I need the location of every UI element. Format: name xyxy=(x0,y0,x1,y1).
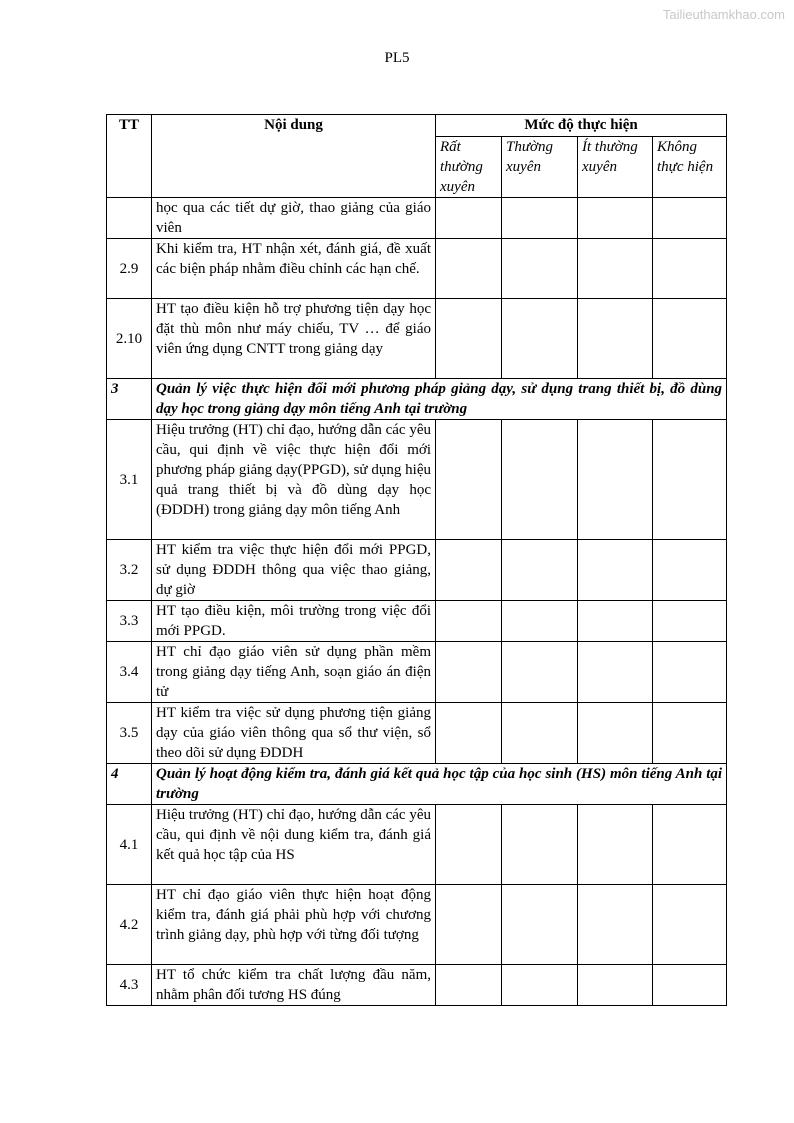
row-content: HT tạo điều kiện hỗ trợ phương tiện dạy học đặt thù môn như máy chiếu, TV … để giáo viên ứng dụng CNTT trong giảng dạy xyxy=(152,299,436,379)
header-level: Mức độ thực hiện xyxy=(436,115,727,137)
header-content: Nội dung xyxy=(152,115,436,198)
rating-cell[interactable] xyxy=(436,299,502,379)
section-title: Quản lý hoạt động kiểm tra, đánh giá kết quả học tập của học sinh (HS) môn tiếng Anh tại trường xyxy=(152,764,727,805)
table-row xyxy=(107,703,727,764)
rating-cell[interactable] xyxy=(578,540,653,601)
table-row xyxy=(107,965,727,1006)
row-number: 3.5 xyxy=(107,703,152,764)
header-level-rarely: Ít thường xuyên xyxy=(578,137,653,198)
survey-table xyxy=(106,114,727,1006)
header-level-never: Không thực hiện xyxy=(653,137,727,198)
table-row xyxy=(107,805,727,885)
rating-cell[interactable] xyxy=(578,965,653,1006)
section-row xyxy=(107,764,727,805)
rating-cell[interactable] xyxy=(436,703,502,764)
rating-cell[interactable] xyxy=(653,642,727,703)
rating-cell[interactable] xyxy=(436,601,502,642)
rating-cell[interactable] xyxy=(578,703,653,764)
rating-cell[interactable] xyxy=(502,885,578,965)
row-content: HT chỉ đạo giáo viên sử dụng phần mềm trong giảng dạy tiếng Anh, soạn giáo án điện tử xyxy=(152,642,436,703)
rating-cell[interactable] xyxy=(653,420,727,540)
rating-cell[interactable] xyxy=(653,965,727,1006)
row-content: HT tổ chức kiểm tra chất lượng đầu năm, nhằm phân đối tương HS đúng xyxy=(152,965,436,1006)
table-row xyxy=(107,299,727,379)
rating-cell[interactable] xyxy=(436,965,502,1006)
rating-cell[interactable] xyxy=(502,642,578,703)
row-content: Hiệu trưởng (HT) chỉ đạo, hướng dẫn các yêu cầu, qui định về việc thực hiện đổi mới phương pháp giảng dạy(PPGD), sử dụng hiệu quả trang thiết bị và đồ dùng dạy học (ĐDDH) trong giảng dạy môn tiếng Anh xyxy=(152,420,436,540)
page-label: PL5 xyxy=(384,50,410,66)
watermark: Tailieuthamkhao.com xyxy=(662,7,785,22)
table-row xyxy=(107,642,727,703)
rating-cell[interactable] xyxy=(436,540,502,601)
rating-cell[interactable] xyxy=(436,420,502,540)
row-number: 4.1 xyxy=(107,805,152,885)
rating-cell[interactable] xyxy=(502,239,578,299)
row-content: HT kiểm tra việc thực hiện đổi mới PPGD, sử dụng ĐDDH thông qua việc thao giảng, dự giờ xyxy=(152,540,436,601)
row-number: 2.10 xyxy=(107,299,152,379)
rating-cell[interactable] xyxy=(578,805,653,885)
rating-cell[interactable] xyxy=(653,805,727,885)
table-row xyxy=(107,601,727,642)
rating-cell[interactable] xyxy=(436,642,502,703)
row-content: Khi kiểm tra, HT nhận xét, đánh giá, đề xuất các biện pháp nhằm điều chỉnh các hạn chế. xyxy=(152,239,436,299)
table-row xyxy=(107,540,727,601)
rating-cell[interactable] xyxy=(502,299,578,379)
row-content: Hiệu trưởng (HT) chỉ đạo, hướng dẫn các yêu cầu, qui định về nội dung kiểm tra, đánh giá kết quả học tập của HS xyxy=(152,805,436,885)
rating-cell[interactable] xyxy=(578,299,653,379)
rating-cell[interactable] xyxy=(502,420,578,540)
rating-cell[interactable] xyxy=(578,601,653,642)
section-title: Quản lý việc thực hiện đổi mới phương pháp giảng dạy, sử dụng trang thiết bị, đồ dùng dạy học trong giảng dạy môn tiếng Anh tại trường xyxy=(152,379,727,420)
row-number: 3.2 xyxy=(107,540,152,601)
rating-cell[interactable] xyxy=(578,420,653,540)
row-content: học qua các tiết dự giờ, thao giảng của giáo viên xyxy=(152,198,436,239)
section-number: 4 xyxy=(107,764,152,805)
row-number: 3.1 xyxy=(107,420,152,540)
rating-cell[interactable] xyxy=(502,601,578,642)
rating-cell[interactable] xyxy=(436,239,502,299)
row-number: 3.3 xyxy=(107,601,152,642)
row-content: HT kiểm tra việc sử dụng phương tiện giảng dạy của giáo viên thông qua sổ thư viện, sổ theo dõi sử dụng ĐDDH xyxy=(152,703,436,764)
row-number: 4.2 xyxy=(107,885,152,965)
row-number xyxy=(107,198,152,239)
rating-cell[interactable] xyxy=(578,885,653,965)
rating-cell[interactable] xyxy=(653,601,727,642)
row-content: HT chỉ đạo giáo viên thực hiện hoạt động kiểm tra, đánh giá phải phù hợp với chương trình giảng dạy, phù hợp với từng đối tượng xyxy=(152,885,436,965)
rating-cell[interactable] xyxy=(502,703,578,764)
rating-cell[interactable] xyxy=(436,198,502,239)
rating-cell[interactable] xyxy=(502,198,578,239)
section-number: 3 xyxy=(107,379,152,420)
rating-cell[interactable] xyxy=(502,540,578,601)
row-number: 4.3 xyxy=(107,965,152,1006)
rating-cell[interactable] xyxy=(653,198,727,239)
table-row xyxy=(107,239,727,299)
rating-cell[interactable] xyxy=(653,299,727,379)
section-row xyxy=(107,379,727,420)
row-content: HT tạo điều kiện, môi trường trong việc đổi mới PPGD. xyxy=(152,601,436,642)
rating-cell[interactable] xyxy=(653,885,727,965)
rating-cell[interactable] xyxy=(653,239,727,299)
table-row xyxy=(107,420,727,540)
header-level-very-often: Rất thường xuyên xyxy=(436,137,502,198)
table-row xyxy=(107,885,727,965)
rating-cell[interactable] xyxy=(578,198,653,239)
header-tt: TT xyxy=(107,115,152,198)
row-number: 3.4 xyxy=(107,642,152,703)
rating-cell[interactable] xyxy=(653,540,727,601)
rating-cell[interactable] xyxy=(436,885,502,965)
rating-cell[interactable] xyxy=(502,805,578,885)
rating-cell[interactable] xyxy=(578,239,653,299)
rating-cell[interactable] xyxy=(436,805,502,885)
rating-cell[interactable] xyxy=(502,965,578,1006)
rating-cell[interactable] xyxy=(653,703,727,764)
table-row xyxy=(107,198,727,239)
row-number: 2.9 xyxy=(107,239,152,299)
header-level-often: Thường xuyên xyxy=(502,137,578,198)
rating-cell[interactable] xyxy=(578,642,653,703)
